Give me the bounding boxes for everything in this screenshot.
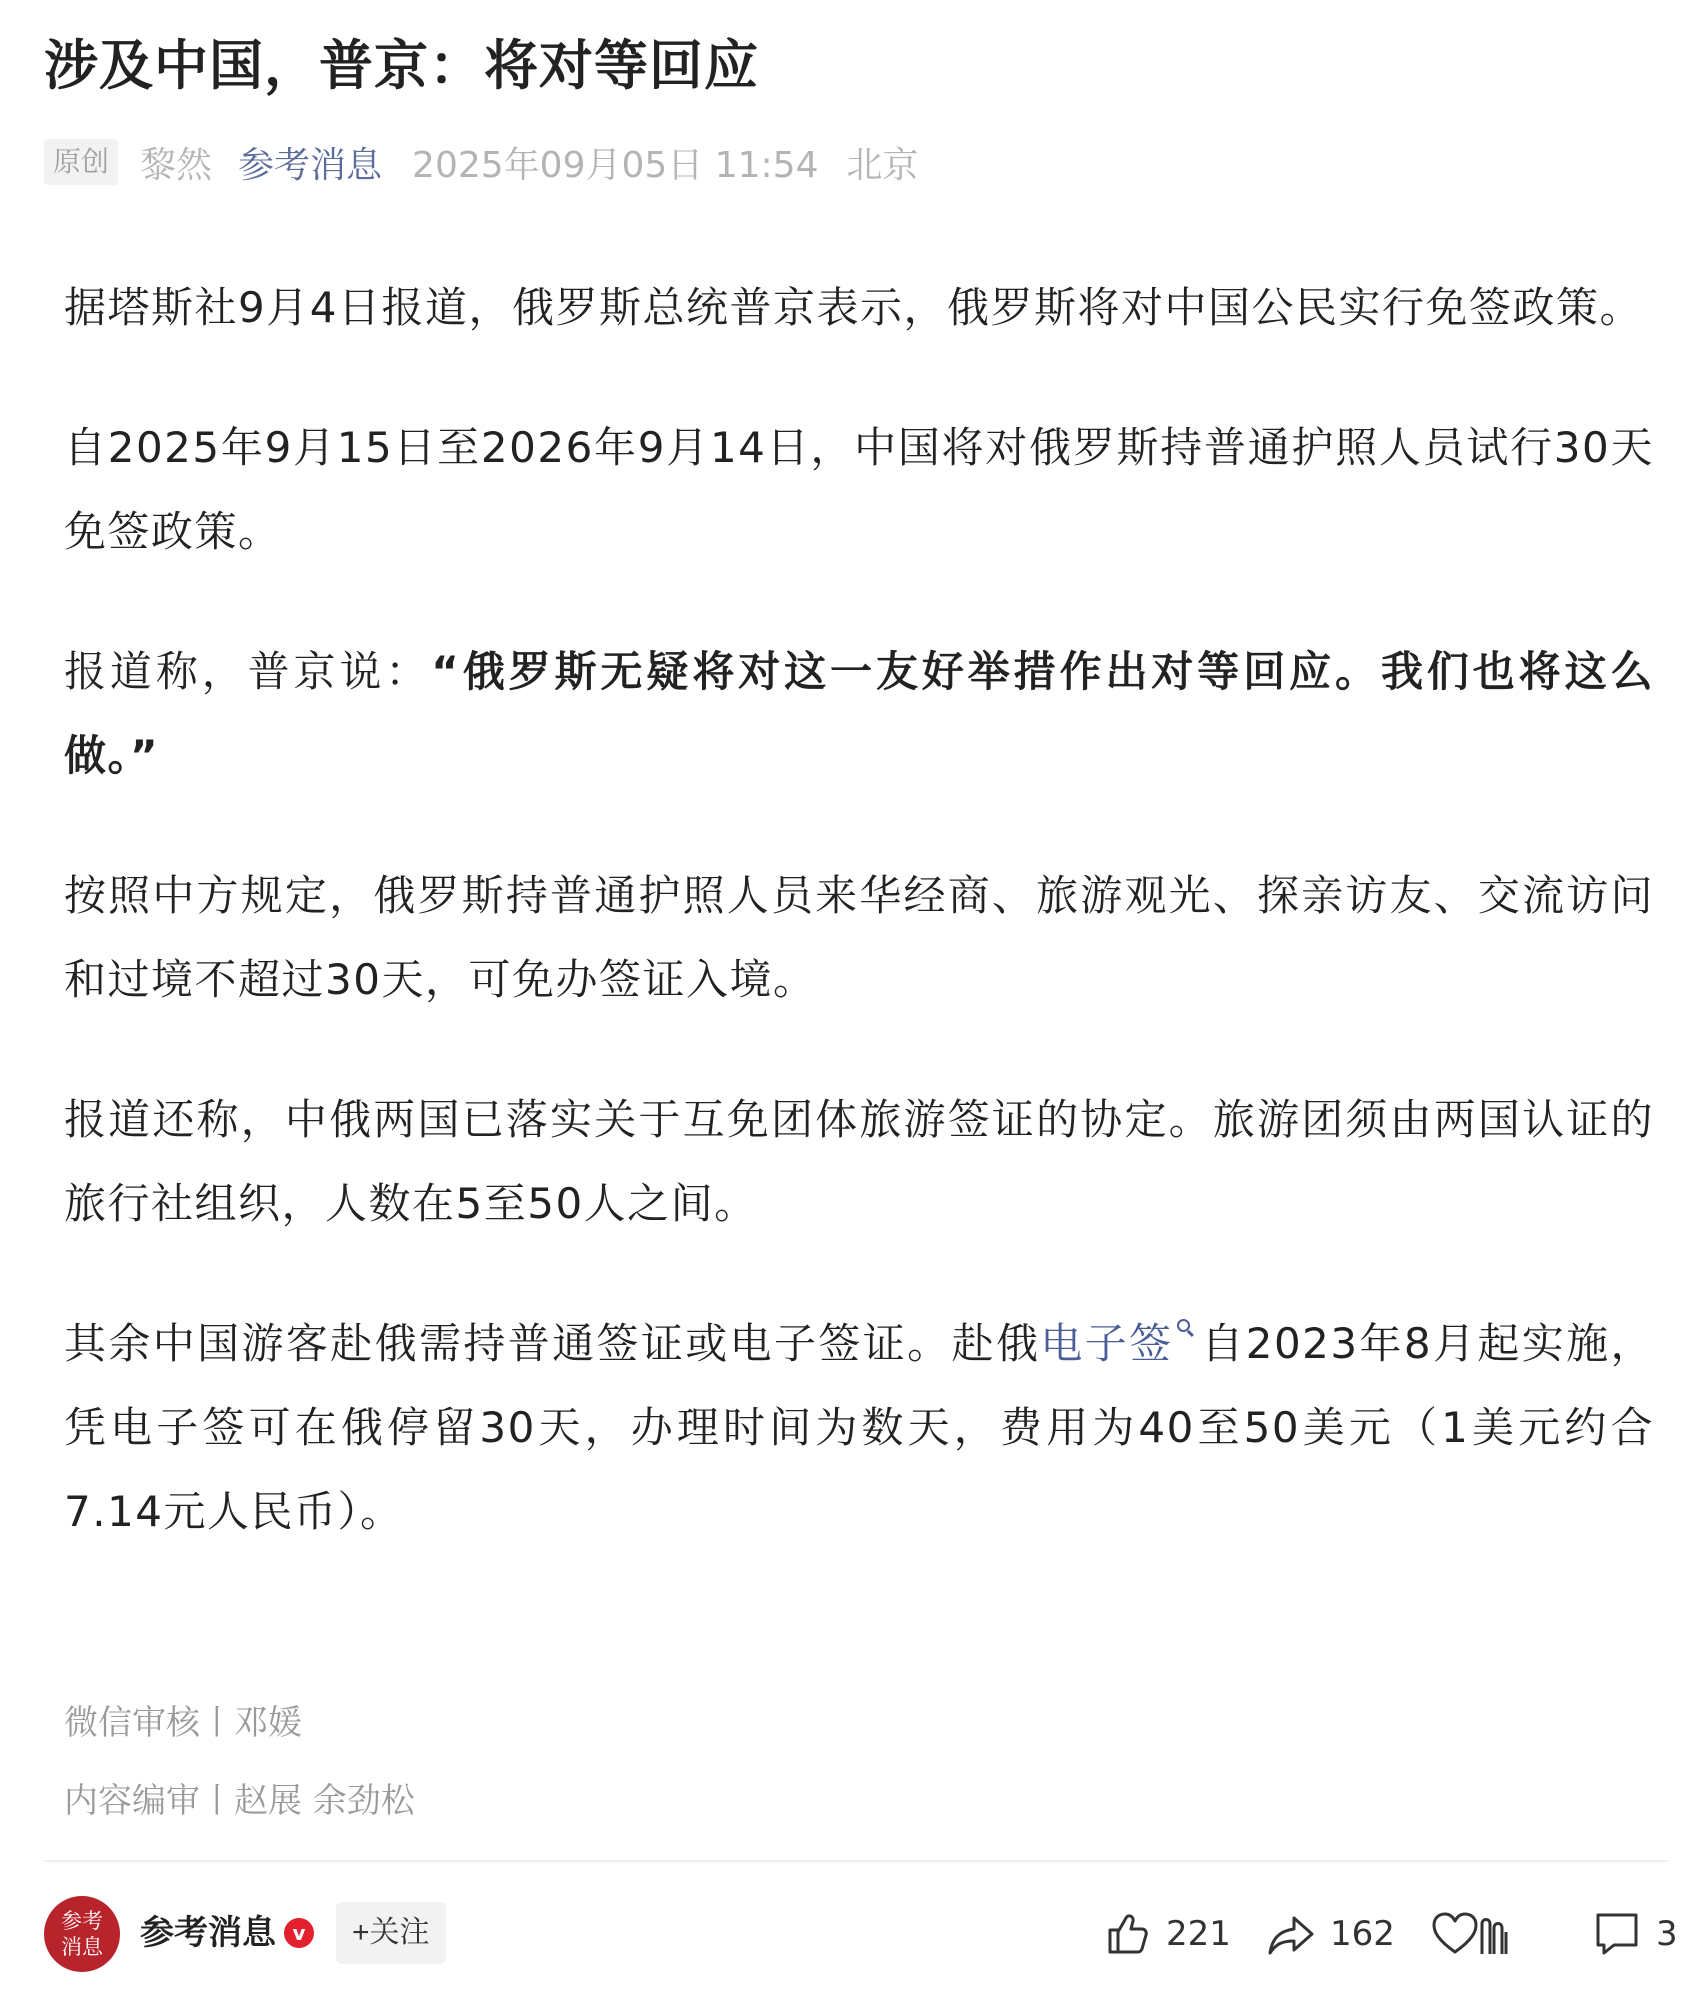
heart-icon — [1430, 1910, 1480, 1958]
article-title: 涉及中国，普京：将对等回应 — [44, 34, 759, 97]
author-name: 黎然 — [140, 144, 213, 186]
article-footer — [44, 1894, 1678, 1974]
putin-quote: “俄罗斯无疑将对这一友好举措作出对等回应。我们也将这么做。” — [64, 647, 1654, 780]
favorite-button[interactable] — [1430, 1904, 1516, 1964]
paragraph-6 — [64, 1302, 1654, 1554]
avatar-logo-text: 参考消息 — [61, 1909, 103, 1959]
search-icon[interactable] — [1177, 1319, 1190, 1332]
article-credits — [64, 1698, 415, 1854]
thumbs-up-icon — [1104, 1910, 1152, 1958]
publish-datetime: 2025年09月05日 11:54 — [412, 144, 819, 186]
paragraph-6-after: 自2023年8月起实施，凭电子签可在俄停留30天，办理时间为数天，费用为40至50美元（1美元约合7.14元人民币）。 — [64, 1319, 1654, 1536]
share-icon — [1266, 1910, 1316, 1958]
publish-location: 北京 — [846, 144, 919, 186]
verified-badge-icon: v — [284, 1918, 314, 1948]
paragraph-1: 据塔斯社9月4日报道，俄罗斯总统普京表示，俄罗斯将对中国公民实行免签政策。 — [64, 283, 1643, 332]
paragraph-4: 按照中方规定，俄罗斯持普通护照人员来华经商、旅游观光、探亲访友、交流访问和过境不超过30天，可免办签证入境。 — [64, 871, 1654, 1004]
share-count: 162 — [1330, 1914, 1395, 1954]
share-button[interactable] — [1266, 1904, 1395, 1964]
article-body — [64, 266, 1654, 1610]
heart-icon-secondary — [1476, 1910, 1516, 1958]
account-avatar[interactable] — [44, 1896, 120, 1972]
like-count: 221 — [1166, 1914, 1231, 1954]
paragraph-6-before: 其余中国游客赴俄需持普通签证或电子签证。赴俄 — [64, 1319, 1041, 1368]
source-link[interactable]: 参考消息 — [238, 144, 383, 186]
footer-divider — [44, 1860, 1668, 1862]
account-name[interactable]: 参考消息 — [140, 1913, 276, 1953]
like-button[interactable] — [1104, 1904, 1231, 1964]
e-visa-search-link[interactable] — [1040, 1319, 1200, 1368]
follow-button[interactable]: +关注 — [336, 1902, 446, 1964]
paragraph-5: 报道还称，中俄两国已落实关于互免团体旅游签证的协定。旅游团须由两国认证的旅行社组织，人数在5至50人之间。 — [64, 1095, 1654, 1228]
wechat-review-credit: 微信审核丨邓媛 — [64, 1703, 302, 1743]
comment-button[interactable] — [1592, 1904, 1678, 1964]
original-badge: 原创 — [44, 139, 118, 185]
e-visa-link-text[interactable]: 电子签 — [1040, 1319, 1174, 1368]
comment-icon — [1592, 1909, 1642, 1959]
paragraph-3 — [64, 630, 1654, 798]
comment-count: 3 — [1656, 1914, 1678, 1954]
paragraph-2: 自2025年9月15日至2026年9月14日，中国将对俄罗斯持普通护照人员试行30天免签政策。 — [64, 423, 1654, 556]
article-meta — [44, 138, 919, 186]
content-review-credit: 内容编审丨赵展 余劲松 — [64, 1781, 415, 1821]
paragraph-3-lead: 报道称，普京说： — [64, 647, 432, 696]
